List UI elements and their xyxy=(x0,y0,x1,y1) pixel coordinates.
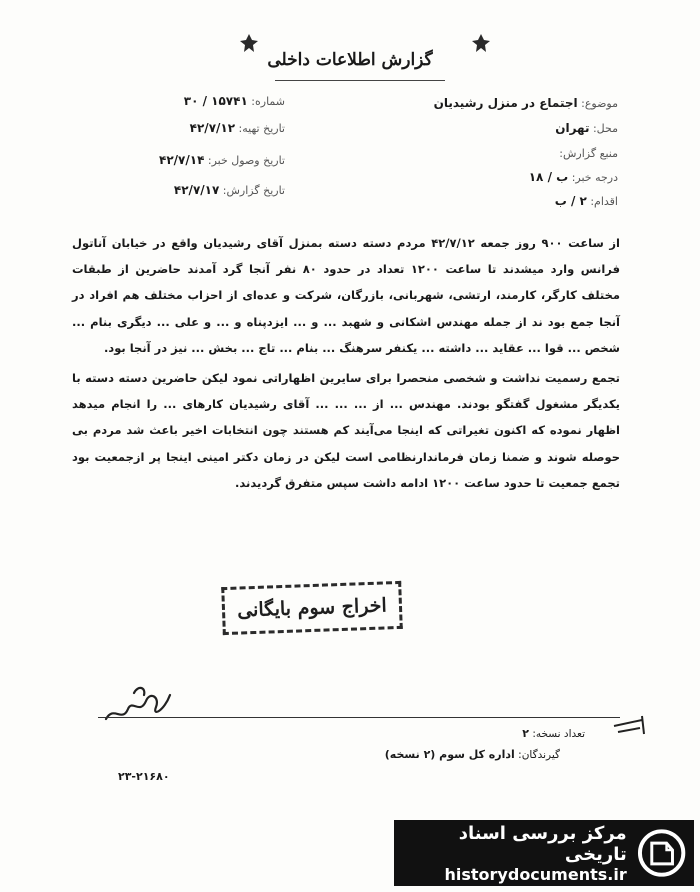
watermark-fa: مرکز بررسی اسناد تاریخی xyxy=(458,822,627,865)
action-row xyxy=(555,194,618,208)
copies-label: تعداد نسخه: xyxy=(532,728,585,740)
signature-icon xyxy=(100,675,180,730)
recipients-row xyxy=(385,748,560,761)
recipients-label: گیرندگان: xyxy=(518,749,560,761)
number-row xyxy=(184,94,285,108)
watermark-text xyxy=(394,823,627,884)
grade-value: ب / ۱۸ xyxy=(528,170,569,184)
issue-date-value: ۴۲/۷/۱۷ xyxy=(173,183,220,197)
receipt-date-value: ۴۲/۷/۱۴ xyxy=(159,153,205,167)
archive-stamp: اخراج سوم بایگانی xyxy=(221,581,403,635)
number-label: شماره: xyxy=(251,95,285,108)
subject-value: اجتماع در منزل رشیدیان xyxy=(433,96,578,110)
number-value: ۱۵۷۴۱ / ۳۰ xyxy=(183,94,248,108)
place-row xyxy=(555,121,618,135)
document-title: گزارش اطلاعات داخلی xyxy=(267,50,433,70)
report-date-value: ۴۲/۷/۱۲ xyxy=(189,121,236,135)
source-row xyxy=(559,146,618,160)
subject-row xyxy=(434,96,618,110)
receipt-date-row xyxy=(159,153,285,167)
place-value: تهران xyxy=(555,121,590,135)
issue-date-row xyxy=(174,183,285,197)
report-date-label: تاریخ تهیه: xyxy=(238,122,285,135)
body-paragraph: تجمع رسمیت نداشت و شخصی منحصرا برای سایرین اظهاراتی نمود لیکن حاضرین دسته دسته با یکدیگر مشغول گفتگو بودند. مهندس ... از ... ... ... آقای رشیدیان کارهای ... را انجام میدهد اظهار نموده که اکنون تغیراتی که اینجا می‌آیند کم هستند چون انتخابات اخیر باعث شد مردم بی حوصله شوند و ضمنا زمان فرماندارنظامی است لیکن در زمان دکتر امینی اینجا پر ازجمعیت بود تجمع جمعیت تا حدود ساعت ۱۲۰۰ ادامه داشت سپس متفرق گردیدند. xyxy=(72,371,620,490)
subject-label: موضوع: xyxy=(581,97,618,110)
place-label: محل: xyxy=(592,122,618,135)
footer-divider xyxy=(98,717,620,718)
grade-row xyxy=(529,170,618,184)
receipt-date-label: تاریخ وصول خبر: xyxy=(207,154,285,167)
copies-row xyxy=(522,727,585,740)
watermark-en: historydocuments.ir xyxy=(444,864,627,884)
action-label: اقدام: xyxy=(590,195,618,208)
action-value: ۲ / ب xyxy=(554,194,587,208)
ink-mark-icon xyxy=(612,712,646,738)
body-paragraph: از ساعت ۹۰۰ روز جمعه ۴۲/۷/۱۲ مردم دسته دسته بمنزل آقای رشیدیان واقع در خیابان آناتول فرانس وارد میشدند تا ساعت ۱۲۰۰ تعداد در حدود ۸۰ نفر آنجا گرد آمدند حاضرین از طبقات مختلف کارگر، کارمند، ارتشی، شهربانی، بازرگان، شرکت و عده‌ای از احزاب مختلف هم افراد در آنجا جمع بود ند از جمله مهندس اشکانی و شهبد ... و ... ایزدپناه و ... و علی ... دیگری بنام ... شخص ... قوا ... عقاید ... داشته ... یکنفر سرهنگ ... بنام ... تاج ... بخش ... نیز در آنجا بود. xyxy=(72,236,620,355)
report-date-row xyxy=(190,121,285,135)
recipients-value: اداره کل سوم (۲ نسخه) xyxy=(384,748,515,761)
report-body xyxy=(72,230,620,500)
watermark-banner xyxy=(394,820,694,886)
source-label: منبع گزارش: xyxy=(559,147,618,160)
title-underline xyxy=(275,80,445,81)
reference-number: ۲۳-۲۱۶۸۰ xyxy=(118,770,170,783)
copies-value: ۲ xyxy=(522,727,529,740)
grade-label: درجه خبر: xyxy=(571,171,618,184)
issue-date-label: تاریخ گزارش: xyxy=(222,184,285,197)
archive-logo-icon xyxy=(637,828,686,878)
